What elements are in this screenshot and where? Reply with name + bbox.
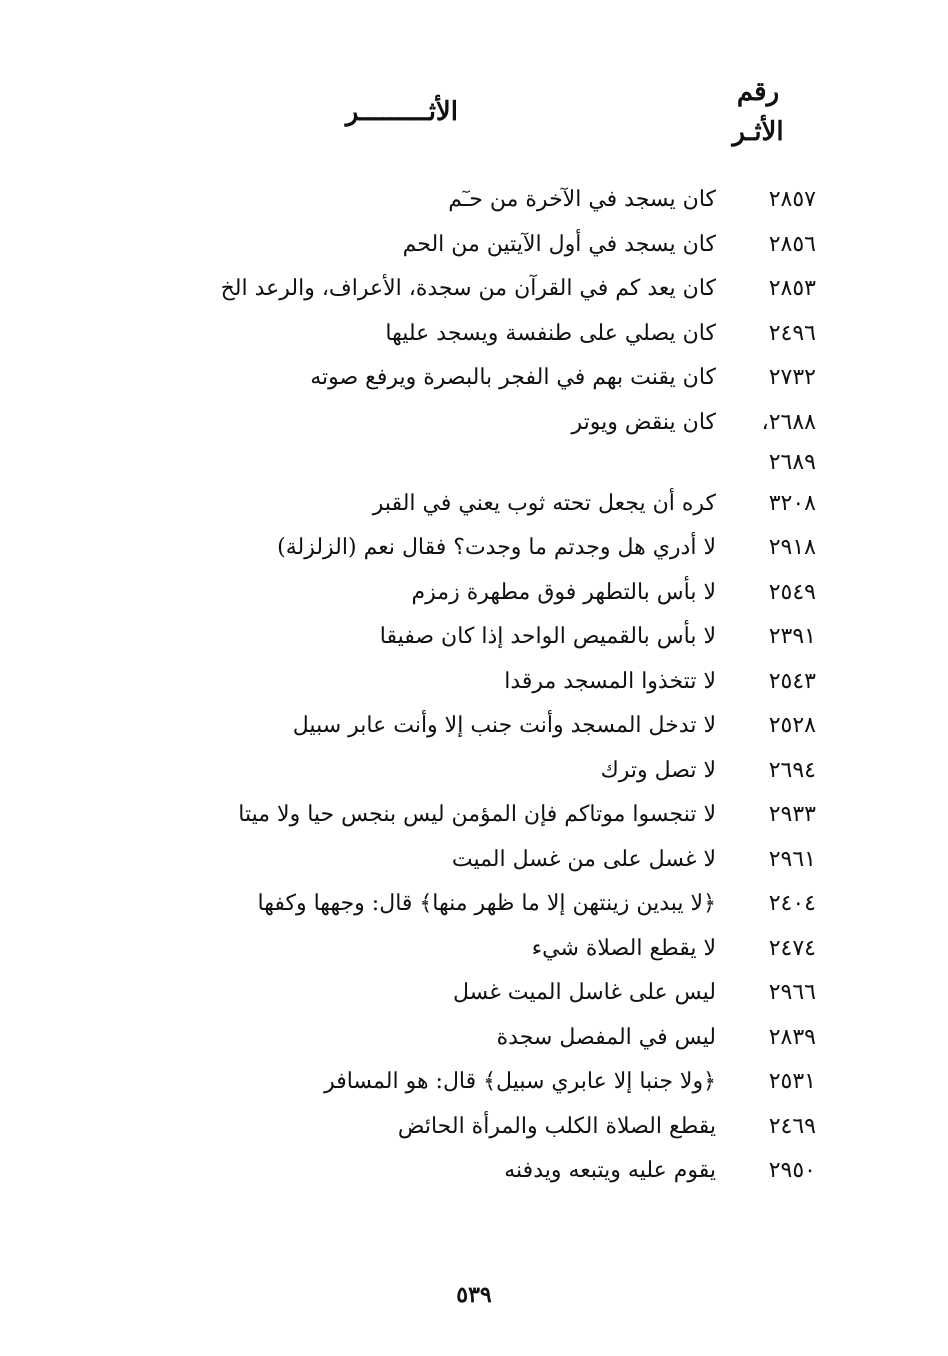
list-item bbox=[16, 884, 816, 929]
entry-text: لا بأس بالقميص الواحد إذا كان صفيقا bbox=[379, 624, 716, 649]
entry-number: ٢٨٥٧ bbox=[768, 187, 816, 212]
list-item bbox=[16, 225, 816, 270]
entry-number: ٣٢٠٨ bbox=[768, 490, 816, 516]
list-item bbox=[16, 1107, 816, 1152]
entry-number: ٢٥٣١ bbox=[768, 1069, 816, 1094]
entry-number: ٢٦٩٤ bbox=[768, 757, 816, 783]
entry-text: كان ينقض ويوتر bbox=[571, 409, 716, 435]
entry-text: يقوم عليه ويتبعه ويدفنه bbox=[504, 1158, 716, 1183]
list-item bbox=[16, 1151, 816, 1196]
entry-number: ٢٤٦٩ bbox=[768, 1113, 816, 1139]
entry-number: ٢٤٩٦ bbox=[768, 320, 816, 346]
entry-text: لا أدري هل وجدتم ما وجدت؟ فقال نعم (الزلزلة) bbox=[277, 535, 716, 560]
entry-number: ٢٧٣٢ bbox=[768, 365, 816, 390]
entries-list bbox=[16, 180, 816, 1196]
entry-number: ٢٨٥٦ bbox=[768, 231, 816, 257]
column-header-number-line1: رقم bbox=[736, 77, 780, 107]
entry-text: كان يسجد في الآخرة من حـٓم bbox=[448, 187, 716, 212]
list-item bbox=[16, 484, 816, 529]
list-item bbox=[16, 840, 816, 885]
entry-number: ٢٤٠٤ bbox=[768, 891, 816, 916]
entry-text: كان يقنت بهم في الفجر بالبصرة ويرفع صوته bbox=[310, 365, 716, 390]
list-item bbox=[16, 528, 816, 573]
entry-text: ﴿لا يبدين زينتهن إلا ما ظهر منها﴾ قال: وجهها وكفها bbox=[257, 891, 716, 916]
entry-text: لا غسل على من غسل الميت bbox=[451, 846, 716, 872]
entry-text: كان يسجد في أول الآيتين من الحم bbox=[402, 231, 716, 257]
entry-number: ٢٥٤٩ bbox=[768, 579, 816, 605]
list-item bbox=[16, 180, 816, 225]
list-item bbox=[16, 617, 816, 662]
page-number: ٥٣٩ bbox=[456, 1282, 492, 1308]
column-header-number bbox=[718, 72, 798, 152]
entry-number: ٢٩٦١ bbox=[768, 846, 816, 872]
list-item bbox=[16, 1018, 816, 1063]
list-item bbox=[16, 269, 816, 314]
entry-text: يقطع الصلاة الكلب والمرأة الحائض bbox=[397, 1113, 716, 1139]
list-item bbox=[16, 929, 816, 974]
column-header-number-line2: الأثـر bbox=[732, 117, 784, 147]
entry-text: ﴿ولا جنبا إلا عابري سبيل﴾ قال: هو المسافر bbox=[324, 1069, 716, 1094]
list-item bbox=[16, 358, 816, 403]
entry-text: لا تنجسوا موتاكم فإن المؤمن ليس بنجس حيا ولا ميتا bbox=[238, 802, 716, 827]
list-item bbox=[16, 1062, 816, 1107]
entry-text: كان يصلي على طنفسة ويسجد عليها bbox=[385, 320, 716, 346]
entry-text: لا تدخل المسجد وأنت جنب إلا وأنت عابر سبيل bbox=[292, 713, 716, 738]
entry-number: ٢٨٣٩ bbox=[768, 1024, 816, 1050]
entry-number: ٢٩١٨ bbox=[768, 535, 816, 560]
entry-number: ٢٥٤٣ bbox=[768, 668, 816, 694]
entry-number: ٢٥٢٨ bbox=[768, 713, 816, 738]
list-item bbox=[16, 795, 816, 840]
list-item bbox=[16, 973, 816, 1018]
column-header-title: الأثـــــــــر bbox=[345, 97, 458, 127]
list-item bbox=[16, 403, 816, 484]
entry-text: ليس في المفصل سجدة bbox=[496, 1024, 716, 1050]
entry-text: كره أن يجعل تحته ثوب يعني في القبر bbox=[372, 490, 716, 516]
list-item bbox=[16, 751, 816, 796]
entry-text: كان يعد كم في القرآن من سجدة، الأعراف، والرعد الخ bbox=[220, 276, 716, 301]
entry-number: ٢٤٧٤ bbox=[768, 935, 816, 961]
list-item bbox=[16, 706, 816, 751]
entry-text: لا يقطع الصلاة شيء bbox=[531, 935, 716, 961]
list-item bbox=[16, 314, 816, 359]
entry-number: ٢٣٩١ bbox=[768, 624, 816, 649]
entry-text: ليس على غاسل الميت غسل bbox=[453, 980, 716, 1005]
list-item bbox=[16, 573, 816, 618]
entry-text: لا تصل وترك bbox=[600, 757, 716, 783]
entry-number: ٢٦٨٨، ٢٦٨٩ bbox=[761, 409, 816, 475]
entry-number: ٢٩٦٦ bbox=[768, 980, 816, 1005]
entry-number: ٢٨٥٣ bbox=[768, 276, 816, 301]
list-item bbox=[16, 662, 816, 707]
entry-number: ٢٩٥٠ bbox=[768, 1158, 816, 1183]
entry-text: لا بأس بالتطهر فوق مطهرة زمزم bbox=[411, 579, 716, 605]
entry-number: ٢٩٣٣ bbox=[768, 802, 816, 827]
entry-text: لا تتخذوا المسجد مرقدا bbox=[504, 668, 716, 694]
